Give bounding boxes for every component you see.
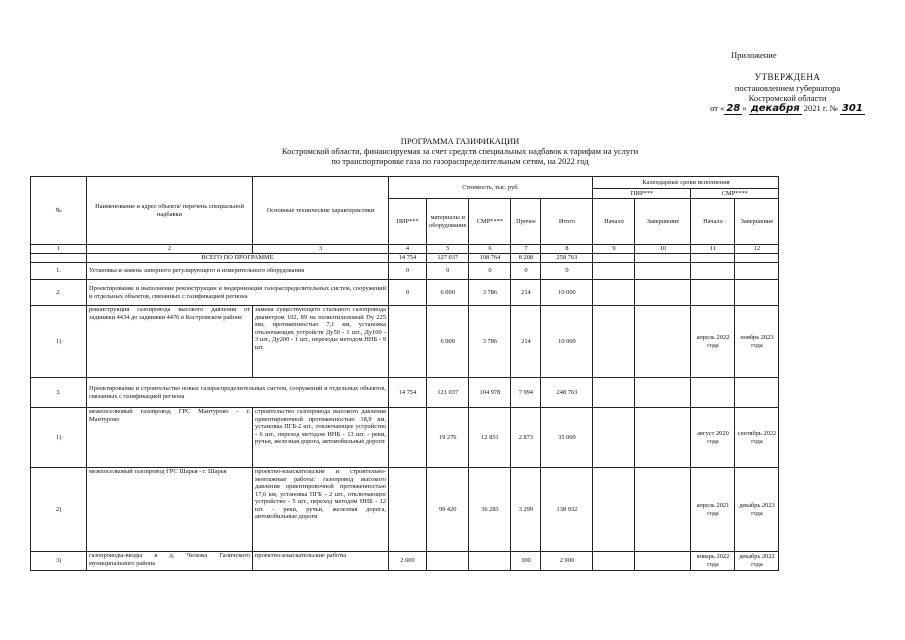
approval-block <box>700 72 875 115</box>
column-number: 3 <box>253 245 389 254</box>
header-cal-pir: ПИР*** <box>593 189 691 199</box>
header-end-pir: Завершение <box>635 199 691 245</box>
row-number: 1) <box>31 408 87 468</box>
date-prefix: от « <box>710 103 725 114</box>
approval-date-line <box>700 103 875 115</box>
row-pir: 14 754 <box>389 378 427 408</box>
total-materials: 127 037 <box>427 254 469 263</box>
row-number: 1. <box>31 263 87 280</box>
total-row <box>31 254 779 263</box>
row-end-pir <box>635 408 691 468</box>
approved-heading: УТВЕРЖДЕНА <box>754 72 821 82</box>
row-number: 3. <box>31 378 87 408</box>
column-number: 11 <box>691 245 735 254</box>
row-start-smr: август 2020 года <box>691 408 735 468</box>
row-sum: 138 932 <box>541 468 593 552</box>
row-end-smr: сентябрь 2022 года <box>735 408 779 468</box>
table-row <box>31 280 779 306</box>
row-smr <box>469 552 511 571</box>
row-start-pir <box>593 552 635 571</box>
row-pir: 0 <box>389 280 427 306</box>
title-line-3: по транспортировке газа по газораспределительным сетям, на 2022 год <box>331 155 589 166</box>
column-number: 6 <box>469 245 511 254</box>
row-other: 2 873 <box>511 408 541 468</box>
row-materials: 99 420 <box>427 468 469 552</box>
row-smr: 104 978 <box>469 378 511 408</box>
header-calendar: Календарные сроки исполнения <box>593 177 779 189</box>
row-smr: 3 786 <box>469 280 511 306</box>
row-start-pir <box>593 306 635 378</box>
header-tech: Основные технические характеристики <box>253 177 389 245</box>
row-sum: 0 <box>541 263 593 280</box>
column-number: 8 <box>541 245 593 254</box>
header-materials: материалы и оборудование <box>427 199 469 245</box>
total-sum: 258 763 <box>541 254 593 263</box>
header-end-smr: Завершение <box>735 199 779 245</box>
header-other: Прочее <box>511 199 541 245</box>
row-end-pir <box>635 552 691 571</box>
row-materials <box>427 552 469 571</box>
header-start-pir: Начало <box>593 199 635 245</box>
row-end-pir <box>635 468 691 552</box>
row-other: 214 <box>511 306 541 378</box>
row-name: межпоселковый газопровод ГРС Шарья - г. Шарья <box>87 468 253 552</box>
row-number: 1) <box>31 306 87 378</box>
row-smr: 3 786 <box>469 306 511 378</box>
column-number: 2 <box>87 245 253 254</box>
row-sum: 2 900 <box>541 552 593 571</box>
header-total: Итого <box>541 199 593 245</box>
row-sum: 10 000 <box>541 280 593 306</box>
row-name: реконструкция газопровода высокого давления от задвижки 4434 до задвижки 4476 в Костромском районе <box>87 306 253 378</box>
row-number: 2) <box>31 468 87 552</box>
title-line-1: ПРОГРАММА ГАЗИФИКАЦИИ <box>400 136 520 146</box>
row-tech: проектно-изыскательские и строительно-монтажные работы: газопровод высокого давления ориентировочной протяженностью 17,6 км, установка ПГБ - 2 шт., отключающее устройство - 5 шт., переход методом ННБ - 12 шт. - реки, ручьи, железная дорога, автомобильные дороги <box>253 468 389 552</box>
row-sum: 35 000 <box>541 408 593 468</box>
header-no: № <box>31 177 87 245</box>
header-cost: Стоимость, тыс. руб. <box>389 177 593 199</box>
row-number: 3) <box>31 552 87 571</box>
row-tech: замена существующего стального газопровода диаметром 102, 89 на полиэтиленовый Dy 225 мм, протяженностью 7,1 км, установка отключающих устройств Ду50 - 1 шт., Ду100 - 3 шт., Ду200 - 1 шт., переходы методом ННБ - 9 шт. <box>253 306 389 378</box>
row-name: межпоселковый газопровод ГРС Мантурово - г. Мантурово <box>87 408 253 468</box>
row-pir <box>389 468 427 552</box>
row-start-smr: апрель 2021 года <box>691 468 735 552</box>
header-cal-smr: СМР**** <box>691 189 779 199</box>
row-materials: 19 276 <box>427 408 469 468</box>
row-other: 7 994 <box>511 378 541 408</box>
header-start-smr: Начало <box>691 199 735 245</box>
row-pir: 0 <box>389 263 427 280</box>
total-label: ВСЕГО ПО ПРОГРАММЕ <box>87 254 389 263</box>
row-sum: 248 763 <box>541 378 593 408</box>
row-number: 2. <box>31 280 87 306</box>
row-smr: 12 851 <box>469 408 511 468</box>
table-row <box>31 408 779 468</box>
date-year: 2021 г. № <box>801 103 840 114</box>
program-title <box>180 137 740 166</box>
row-end-smr: декабрь 2023 года <box>735 468 779 552</box>
total-smr: 108 764 <box>469 254 511 263</box>
row-materials: 0 <box>427 263 469 280</box>
date-month: декабря <box>750 103 800 115</box>
header-name: Наименование и адрес объекта/ перечень специальной надбавки <box>87 177 253 245</box>
title-line-2: Костромской области, финансируемая за счет средств специальных надбавок к тарифам на услуги <box>281 145 639 156</box>
table-row <box>31 468 779 552</box>
row-sum: 10 000 <box>541 306 593 378</box>
row-materials: 121 037 <box>427 378 469 408</box>
row-materials: 6 000 <box>427 280 469 306</box>
table-row <box>31 378 779 408</box>
table-row <box>31 306 779 378</box>
column-number: 1 <box>31 245 87 254</box>
row-tech: строительство газопровода высокого давления ориентировочной протяженностью 18,9 км, установка ПГБ-2 шт., отключающее устройство - 6 шт., переход методом ННБ - 13 шт. - реки, ручьи, железная дорога, автомобильные дороги <box>253 408 389 468</box>
date-mid: » <box>742 103 749 114</box>
approved-by: постановлением губернатора <box>734 82 841 93</box>
row-start-pir <box>593 468 635 552</box>
row-smr: 36 283 <box>469 468 511 552</box>
row-tech: проектно-изыскательские работы <box>253 552 389 571</box>
column-number: 9 <box>593 245 635 254</box>
row-name: Проектирование и выполнение реконструкции и модернизации газораспределительных систем, сооружений и отдельных объектов, связанных с газификацией региона <box>87 280 389 306</box>
program-table <box>30 176 779 571</box>
row-other: 300 <box>511 552 541 571</box>
approved-region: Костромской области <box>748 92 827 103</box>
column-numbers-row <box>31 245 779 254</box>
column-number: 4 <box>389 245 427 254</box>
row-pir: 2 600 <box>389 552 427 571</box>
appendix-label: Приложение <box>731 50 777 60</box>
column-number: 7 <box>511 245 541 254</box>
total-pir: 14 754 <box>389 254 427 263</box>
total-other: 8 208 <box>511 254 541 263</box>
row-pir <box>389 306 427 378</box>
column-number: 5 <box>427 245 469 254</box>
row-name: Установка и замена запорного регулирующего и измерительного оборудования <box>87 263 389 280</box>
table-row <box>31 552 779 571</box>
row-other: 214 <box>511 280 541 306</box>
column-number: 12 <box>735 245 779 254</box>
table-row <box>31 263 779 280</box>
row-pir <box>389 408 427 468</box>
row-end-smr: ноябрь 2023 года <box>735 306 779 378</box>
header-smr: СМР**** <box>469 199 511 245</box>
row-other: 3 299 <box>511 468 541 552</box>
header-pir: ПИР*** <box>389 199 427 245</box>
row-name: газопроводы-вводы в д. Чележа Галичского муниципального района <box>87 552 253 571</box>
row-start-smr: январь 2022 года <box>691 552 735 571</box>
column-number: 10 <box>635 245 691 254</box>
row-smr: 0 <box>469 263 511 280</box>
row-name: Проектирование и строительство новых газораспределительных систем, сооружений и отдельных объектов, связанных с газификацией региона <box>87 378 389 408</box>
row-start-smr: апрель 2022 года <box>691 306 735 378</box>
row-other: 0 <box>511 263 541 280</box>
date-day: 28 <box>726 103 741 115</box>
row-end-smr: декабрь 2022 года <box>735 552 779 571</box>
row-materials: 6 000 <box>427 306 469 378</box>
row-end-pir <box>635 306 691 378</box>
row-start-pir <box>593 408 635 468</box>
document-number: 301 <box>841 103 863 115</box>
